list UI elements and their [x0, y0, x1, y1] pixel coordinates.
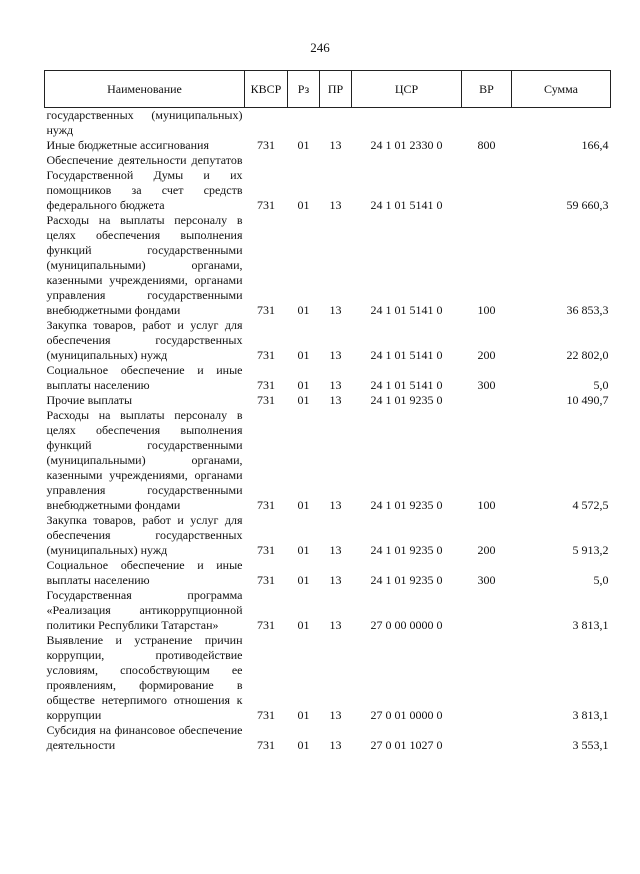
cell-kvsr: 731: [257, 738, 275, 752]
cell-sum: 3 813,1: [572, 708, 609, 722]
cell-sum: 10 490,7: [566, 393, 609, 407]
cell-kvsr: 731: [257, 498, 275, 512]
cell-sum: 22 802,0: [566, 348, 609, 362]
header-kvsr: КВСР: [245, 71, 288, 108]
cell-sum: 36 853,3: [566, 303, 609, 317]
cell-kvsr: 731: [257, 618, 275, 632]
cell-vr: 300: [477, 378, 496, 392]
cell-csr: 24 1 01 9235 0: [370, 498, 443, 512]
cell-csr: [352, 108, 462, 139]
table-row: [45, 393, 611, 408]
cell-rz: 01: [297, 708, 310, 722]
cell-rz: 01: [297, 498, 310, 512]
cell-rz: 01: [297, 573, 310, 587]
cell-pr: 13: [329, 543, 342, 557]
cell-rz: 01: [297, 378, 310, 392]
cell-vr: [462, 153, 512, 213]
cell-name: Социальное обеспечение и иные выплаты населению: [46, 558, 243, 587]
cell-name: Социальное обеспечение и иные выплаты населению: [46, 363, 243, 392]
table-row: [45, 588, 611, 633]
cell-rz: 01: [297, 738, 310, 752]
cell-vr: 200: [477, 348, 496, 362]
cell-name: Расходы на выплаты персоналу в целях обеспечения выполнения функций государственными (муниципальными) органами, казенными учреждениями, органами управления государственными внебюджетными фондами: [46, 213, 243, 317]
cell-csr: 24 1 01 9235 0: [370, 393, 443, 407]
cell-kvsr: 731: [257, 348, 275, 362]
cell-kvsr: 731: [257, 303, 275, 317]
cell-name: Иные бюджетные ассигнования: [46, 138, 209, 152]
table-row: [45, 108, 611, 139]
cell-pr: 13: [329, 198, 342, 212]
cell-vr: [462, 588, 512, 633]
cell-name: Субсидия на финансовое обеспечение деятельности: [46, 723, 243, 752]
cell-vr: [462, 723, 512, 753]
cell-name: государственных (муниципальных) нужд: [46, 108, 243, 137]
cell-sum: 5,0: [593, 573, 609, 587]
cell-vr: 100: [477, 303, 496, 317]
cell-vr: 800: [477, 138, 496, 152]
cell-pr: 13: [329, 303, 342, 317]
cell-pr: 13: [329, 738, 342, 752]
cell-pr: 13: [329, 378, 342, 392]
header-name: Наименование: [45, 71, 245, 108]
cell-csr: 24 1 01 5141 0: [370, 378, 443, 392]
cell-kvsr: 731: [257, 573, 275, 587]
table-row: [45, 153, 611, 213]
table-row: [45, 318, 611, 363]
cell-csr: 24 1 01 9235 0: [370, 543, 443, 557]
cell-name: Закупка товаров, работ и услуг для обеспечения государственных (муниципальных) нужд: [46, 513, 243, 557]
cell-kvsr: 731: [257, 138, 275, 152]
cell-sum: 5,0: [593, 378, 609, 392]
table-row: [45, 513, 611, 558]
table-row: [45, 213, 611, 318]
cell-csr: 27 0 00 0000 0: [370, 618, 443, 632]
cell-vr: [462, 633, 512, 723]
cell-name: Расходы на выплаты персоналу в целях обеспечения выполнения функций государственными (муниципальными) органами, казенными учреждениями, органами управления государственными внебюджетными фондами: [46, 408, 243, 512]
cell-rz: [288, 108, 320, 139]
table-row: [45, 633, 611, 723]
cell-rz: 01: [297, 198, 310, 212]
cell-kvsr: 731: [257, 198, 275, 212]
cell-csr: 24 1 01 5141 0: [370, 348, 443, 362]
cell-pr: 13: [329, 618, 342, 632]
cell-csr: 24 1 01 9235 0: [370, 573, 443, 587]
table-body: [45, 108, 611, 754]
header-sum: Сумма: [512, 71, 611, 108]
cell-rz: 01: [297, 303, 310, 317]
cell-name: Обеспечение деятельности депутатов Государственной Думы и их помощников за счет средств федерального бюджета: [46, 153, 243, 212]
cell-vr: 300: [477, 573, 496, 587]
cell-vr: 200: [477, 543, 496, 557]
table-row: [45, 408, 611, 513]
cell-rz: 01: [297, 348, 310, 362]
cell-vr: 100: [477, 498, 496, 512]
table-header: [45, 71, 611, 108]
cell-vr: [462, 108, 512, 139]
header-vr: ВР: [462, 71, 512, 108]
cell-rz: 01: [297, 393, 310, 407]
cell-sum: 59 660,3: [566, 198, 609, 212]
cell-sum: 5 913,2: [572, 543, 609, 557]
cell-vr: [462, 393, 512, 408]
header-rz: Рз: [288, 71, 320, 108]
cell-pr: 13: [329, 573, 342, 587]
cell-kvsr: 731: [257, 543, 275, 557]
header-csr: ЦСР: [352, 71, 462, 108]
cell-kvsr: 731: [257, 708, 275, 722]
cell-pr: 13: [329, 348, 342, 362]
table-row: [45, 363, 611, 393]
cell-pr: 13: [329, 393, 342, 407]
cell-kvsr: 731: [257, 378, 275, 392]
cell-csr: 24 1 01 5141 0: [370, 198, 443, 212]
cell-rz: 01: [297, 543, 310, 557]
budget-table: [44, 70, 611, 753]
cell-pr: 13: [329, 708, 342, 722]
cell-name: Прочие выплаты: [46, 393, 133, 407]
cell-name: Государственная программа «Реализация антикоррупционной политики Республики Татарстан»: [46, 588, 243, 632]
table-row: [45, 558, 611, 588]
cell-rz: 01: [297, 618, 310, 632]
page-number: 246: [310, 40, 330, 55]
table-row: [45, 138, 611, 153]
header-pr: ПР: [320, 71, 352, 108]
cell-pr: [320, 108, 352, 139]
cell-sum: 3 813,1: [572, 618, 609, 632]
cell-csr: 27 0 01 1027 0: [370, 738, 443, 752]
cell-sum: 3 553,1: [572, 738, 609, 752]
cell-csr: 24 1 01 5141 0: [370, 303, 443, 317]
cell-rz: 01: [297, 138, 310, 152]
cell-kvsr: [245, 108, 288, 139]
cell-csr: 27 0 01 0000 0: [370, 708, 443, 722]
cell-sum: 166,4: [581, 138, 609, 152]
cell-kvsr: 731: [257, 393, 275, 407]
cell-csr: 24 1 01 2330 0: [370, 138, 443, 152]
cell-sum: 4 572,5: [572, 498, 609, 512]
table-row: [45, 723, 611, 753]
cell-name: Выявление и устранение причин коррупции, противодействие условиям, способствующим ее проявлениям, формирование в обществе нетерпимого отношения к коррупции: [46, 633, 243, 722]
cell-sum: [512, 108, 611, 139]
cell-pr: 13: [329, 138, 342, 152]
cell-pr: 13: [329, 498, 342, 512]
cell-name: Закупка товаров, работ и услуг для обеспечения государственных (муниципальных) нужд: [46, 318, 243, 362]
